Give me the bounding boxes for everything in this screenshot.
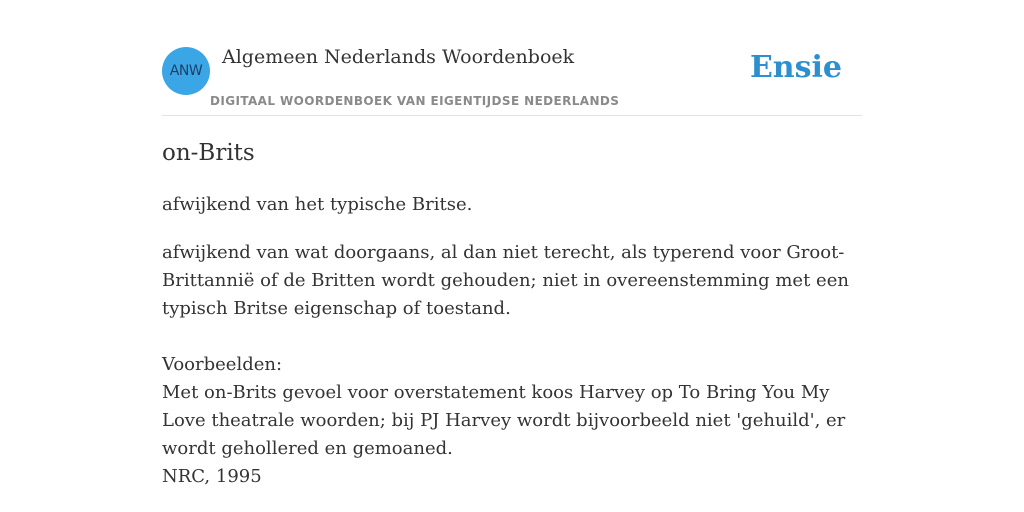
site-subtitle: DIGITAAL WOORDENBOEK VAN EIGENTIJDSE NEDERLANDS <box>210 94 620 108</box>
example-text: Met on-Brits gevoel voor overstatement koos Harvey op To Bring You My Love theatrale woorden; bij PJ Harvey wordt bijvoorbeeld niet 'gehuild', er wordt gehollered en gemoaned. <box>162 382 846 459</box>
example-source: NRC, 1995 <box>162 466 262 487</box>
spacer <box>162 323 862 351</box>
logo-text: ANW <box>169 63 203 79</box>
header-divider <box>162 115 862 116</box>
short-definition: afwijkend van het typische Britse. <box>162 194 473 215</box>
site-title[interactable]: Algemeen Nederlands Woordenboek <box>222 46 575 68</box>
entry-term: on-Brits <box>162 140 255 166</box>
anw-logo[interactable] <box>162 47 210 95</box>
ensie-brand-link[interactable]: Ensie <box>749 50 842 85</box>
entry-card <box>162 0 862 512</box>
examples-label: Voorbeelden: <box>162 354 283 375</box>
long-definition-block <box>162 239 862 491</box>
long-definition: afwijkend van wat doorgaans, al dan niet terecht, als typerend voor Groot-Brittannië of de Britten wordt gehouden; niet in overeenstemming met een typisch Britse eigenschap of toestand. <box>162 242 849 319</box>
